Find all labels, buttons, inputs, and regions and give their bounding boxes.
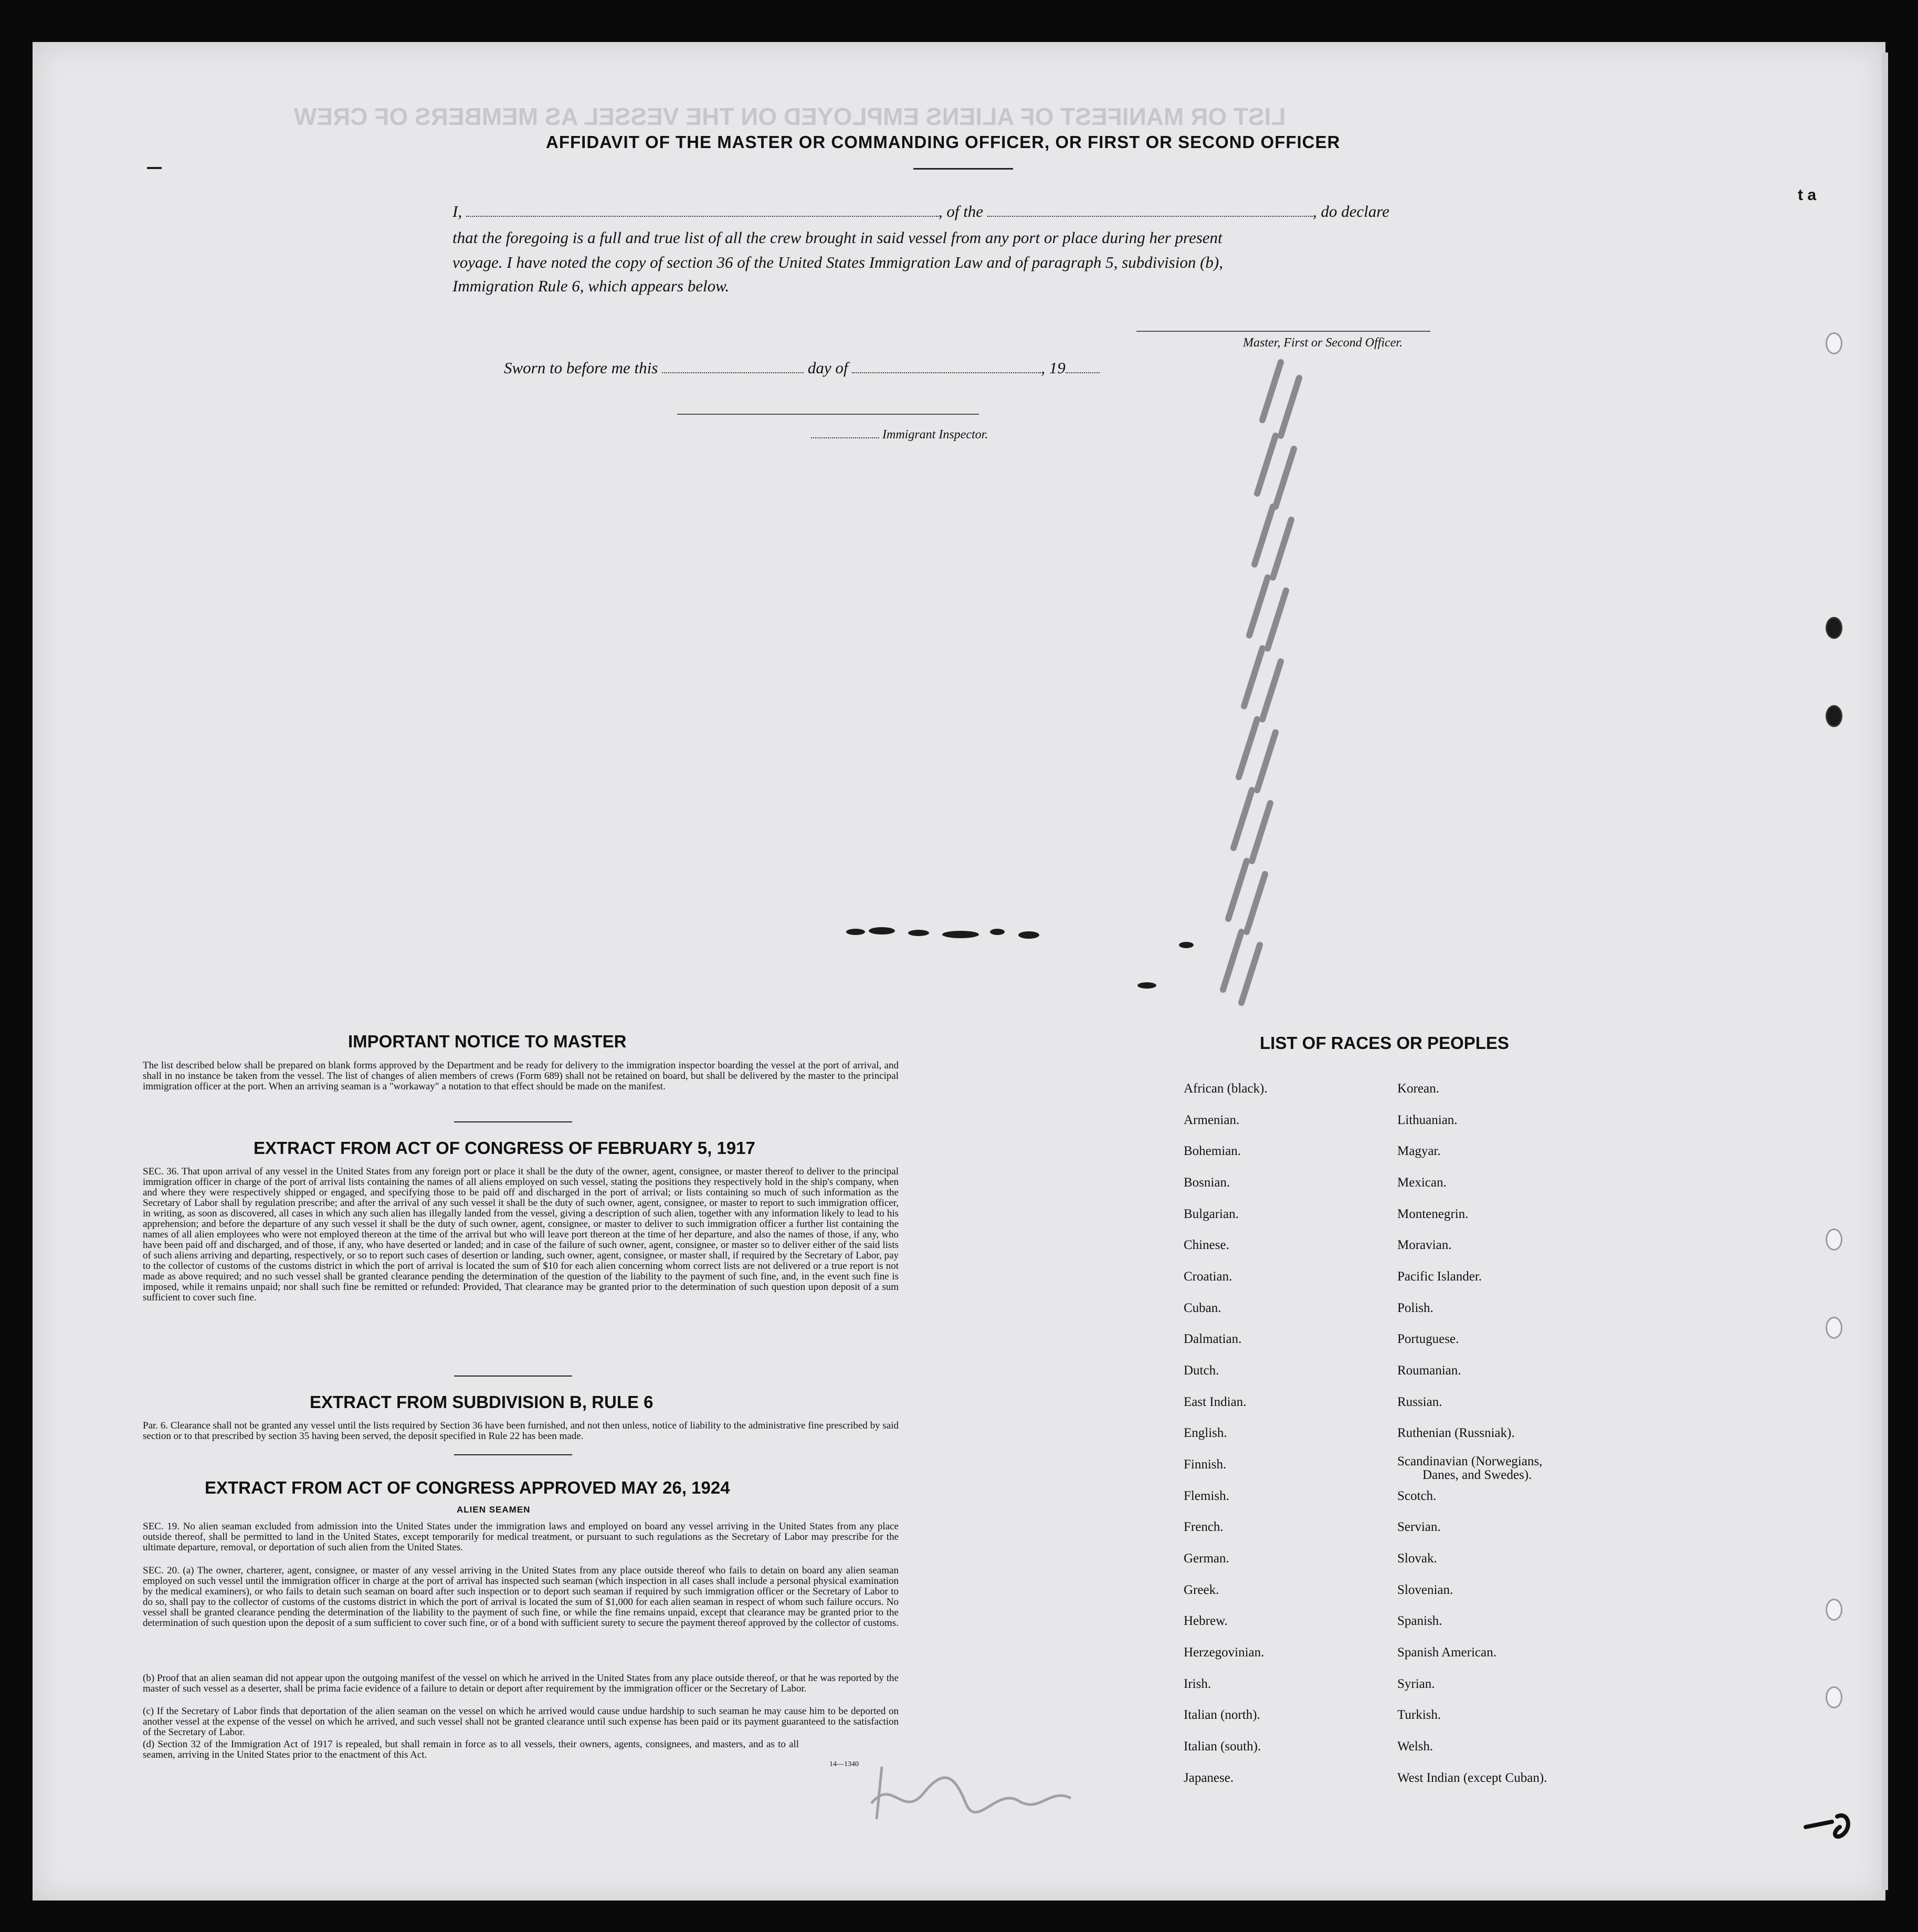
master-signature-line: [1136, 331, 1430, 332]
race-item: Polish.: [1397, 1301, 1434, 1315]
affidavit-i: I,: [452, 202, 462, 220]
race-item: Flemish.: [1184, 1489, 1229, 1503]
race-item: Magyar.: [1397, 1144, 1441, 1158]
punch-hole: [1826, 1317, 1842, 1339]
page-edge: [1882, 52, 1888, 1890]
race-item: Welsh.: [1397, 1739, 1434, 1754]
punch-hole: [1826, 1228, 1842, 1251]
punch-hole: [1826, 1686, 1842, 1708]
extract-rule6-title: EXTRACT FROM SUBDIVISION B, RULE 6: [310, 1392, 654, 1412]
race-item: Irish.: [1184, 1677, 1211, 1691]
race-item: Cuban.: [1184, 1301, 1221, 1315]
extract-1917-divider: [454, 1376, 572, 1377]
extract-1917-body: SEC. 36. That upon arrival of any vessel in the United States from any foreign port or place it shall be the duty of the owner, agent, consignee, or master thereof to deliver to the principal immigration officer in charge of the port of arrival lists containing the names of all aliens employed on such vessel, stating the positions they respectively hold in the ship's company, when and where they were respectively shipped or engaged, and specifying those to be paid off and discharged in the port of arrival; or lists containing so much of such information as the Secretary of Labor shall by regulation prescribe; and after the arrival of any such vessel it shall be the duty of such owner, agent, consignee, or master to report to such immigration officer, in writing, as soon as discovered, all cases in which any such alien has illegally landed from the vessel, giving a description of such alien, together with any information likely to lead to his apprehension; and before the departure of any such vessel it shall be the duty of such owner, agent, consignee, or master to deliver to such immigration officer a further list containing the names of all alien employees who were not employed thereon at the time of the arrival but who will leave port thereon at the time of her departure, and also the names of those, if any, who have been paid off and discharged, and of those, if any, who have deserted or landed; and in case of the failure of such owner, agent, consignee, or master so to deliver either of the said lists of such aliens arriving and departing, respectively, or so to report such cases of desertion or landing, such owner, agent, consignee, or master shall, if required by the Secretary of Labor, pay to the collector of customs of the customs district in which the port of arrival is located the sum of $10 for each alien concerning whom correct lists are not delivered or a true report is not made as above required; and no such vessel shall be granted clearance pending the determination of the question of the liability to the payment of such fine, and, in the event such fine is imposed, while it remains unpaid; nor shall such fine be remitted or refunded: Provided, That clearance may be granted prior to the determination of such question upon deposit of a sum sufficient to cover such fine.: [143, 1166, 899, 1303]
extract-1924-sec20a: SEC. 20. (a) The owner, charterer, agent, consignee, or master of any vessel arriving in the United States from any place outside thereof who fails to detain on board any alien seaman employed on such vessel until the immigration officer in charge at the port of arrival has inspected such seaman (which inspection in all cases shall include a personal physical examination by the medical examiners), or who fails to detain such seaman on board after such inspection or to deport such seaman if required by such immigration officer or the Secretary of Labor to do so, shall pay to the collector of customs of the customs district in which the port of arrival is located the sum of $1,000 for each alien seaman in respect of whom such failure occurs. No vessel shall be granted clearance pending the determination of the liability to the payment of such fine, or while the fine remains unpaid, except that clearance may be granted prior to the determination of such question upon the deposit of a sum sufficient to cover such fine, or of a bond with sufficient surety to secure the payment thereof approved by the collector of customs.: [143, 1565, 899, 1629]
extract-1924-sec19: SEC. 19. No alien seaman excluded from admission into the United States under the immigration laws and employed on board any vessel arriving in the United States from any place outside thereof, shall be permitted to land in the United States, except temporarily for medical treatment, or pursuant to such regulations as the Secretary of Labor may prescribe for the ultimate departure, removal, or deportation of such alien from the United States.: [143, 1521, 899, 1553]
race-item: Scotch.: [1397, 1489, 1437, 1503]
race-item: Armenian.: [1184, 1113, 1240, 1127]
form-number: 14—1340: [829, 1760, 859, 1768]
race-item: Mexican.: [1397, 1175, 1447, 1190]
race-item: Roumanian.: [1397, 1363, 1461, 1378]
sworn-line: [504, 359, 1100, 377]
race-item: Spanish.: [1397, 1614, 1442, 1628]
tally-marks: [1207, 357, 1344, 1034]
corner-mark: [1800, 1806, 1863, 1848]
affidavit-of-the: , of the: [938, 202, 984, 220]
extract-1924-sec20b: (b) Proof that an alien seaman did not appear upon the outgoing manifest of the vessel on which he arrived in the United States from any place outside thereof, or that he was reported by the master of such vessel as a deserter, shall be prima facie evidence of a failure to detain or deport after requirement by the immigration officer or the Secretary of Labor.: [143, 1673, 899, 1694]
extract-1924-subtitle: ALIEN SEAMEN: [457, 1505, 531, 1515]
race-item: Greek.: [1184, 1583, 1219, 1597]
race-item: Pacific Islander.: [1397, 1269, 1482, 1284]
race-item: Ruthenian (Russniak).: [1397, 1426, 1515, 1440]
inspector-signature-line: [677, 414, 979, 415]
race-item: German.: [1184, 1551, 1229, 1566]
race-item: English.: [1184, 1426, 1227, 1440]
race-item: Portuguese.: [1397, 1332, 1459, 1346]
master-signature-label: Master, First or Second Officer.: [1243, 336, 1403, 350]
notice-body: The list described below shall be prepared on blank forms approved by the Department and be ready for delivery to the immigration inspector boarding the vessel at the port of arrival, and shall in no instance be taken from the vessel. The list of changes of alien members of crews (Form 689) shall not be retained on board, but shall be delivered by the master to the principal immigration officer at the port. When an arriving seaman is a "workaway" a notation to that effect should be made on the manifest.: [143, 1060, 899, 1092]
race-item: Lithuanian.: [1397, 1113, 1458, 1127]
notice-divider: [454, 1121, 572, 1122]
race-item: Hebrew.: [1184, 1614, 1228, 1628]
sworn-date-blank: [662, 361, 804, 373]
race-item: Montenegrin.: [1397, 1207, 1469, 1221]
inspector-dots: [811, 430, 879, 438]
margin-mark-ta: t a: [1798, 186, 1817, 204]
sworn-year: , 19: [1041, 359, 1066, 377]
race-item: Bosnian.: [1184, 1175, 1230, 1190]
margin-dash: [147, 167, 162, 169]
race-item: Scandinavian (Norwegians,: [1397, 1454, 1543, 1468]
race-item: Japanese.: [1184, 1771, 1234, 1785]
race-item: Turkish.: [1397, 1708, 1441, 1722]
race-item: Bohemian.: [1184, 1144, 1241, 1158]
race-item: Slovenian.: [1397, 1583, 1453, 1597]
race-item: Chinese.: [1184, 1238, 1229, 1252]
extract-1924-title: EXTRACT FROM ACT OF CONGRESS APPROVED MAY 26, 1924: [205, 1478, 730, 1497]
race-item: Slovak.: [1397, 1551, 1437, 1566]
race-item: Korean.: [1397, 1082, 1439, 1096]
sworn-month-blank: [852, 361, 1041, 373]
affidavit-line-1: [452, 202, 1389, 221]
punch-hole: [1826, 332, 1842, 354]
sworn-prefix: Sworn to before me this: [504, 359, 658, 377]
race-item: Russian.: [1397, 1395, 1442, 1409]
extract-rule6-body: Par. 6. Clearance shall not be granted any vessel until the lists required by Section 36 have been furnished, and not then unless, notice of liability to the administrative fine prescribed by said section or to that prescribed by section 35 having been served, the deposit specified in Rule 22 has been made.: [143, 1420, 899, 1442]
race-item: Syrian.: [1397, 1677, 1435, 1691]
race-item: Italian (south).: [1184, 1739, 1261, 1754]
races-title: LIST OF RACES OR PEOPLES: [1260, 1033, 1509, 1053]
extract-1924-sec20c: (c) If the Secretary of Labor finds that deportation of the alien seaman on the vessel on which he arrived would cause undue hardship to such seaman he may cause him to be deported on another vessel at the expense of the vessel on which he arrived, and such vessel shall not be granted clearance until such expense has been paid or its payment guaranteed to the satisfaction of the Secretary of Labor.: [143, 1706, 899, 1738]
race-item: Moravian.: [1397, 1238, 1452, 1252]
title-divider: [913, 168, 1013, 170]
race-item-continued: Danes, and Swedes).: [1422, 1468, 1532, 1482]
race-item: West Indian (except Cuban).: [1397, 1771, 1547, 1785]
sworn-year-blank: [1066, 361, 1100, 373]
affidavit-title: AFFIDAVIT OF THE MASTER OR COMMANDING OFFICER, OR FIRST OR SECOND OFFICER: [546, 132, 1341, 152]
vessel-blank: [987, 204, 1313, 217]
sworn-day: day of: [807, 359, 848, 377]
race-item: Dalmatian.: [1184, 1332, 1242, 1346]
notice-title: IMPORTANT NOTICE TO MASTER: [348, 1032, 627, 1051]
punch-hole: [1826, 705, 1842, 727]
race-item: Finnish.: [1184, 1457, 1227, 1472]
punch-hole: [1826, 1599, 1842, 1621]
affidavit-line-2: that the foregoing is a full and true list of all the crew brought in said vessel from any port or place during her present: [452, 228, 1223, 247]
affidavit-line-3: voyage. I have noted the copy of section 36 of the United States Immigration Law and of paragraph 5, subdivision (b),: [452, 253, 1223, 271]
extract-1924-sec20d: (d) Section 32 of the Immigration Act of 1917 is repealed, but shall remain in force as to all vessels, their owners, agents, consignees, and masters, and as to all seamen, arriving in the United States prior to the enactment of this Act.: [143, 1739, 799, 1760]
ink-smudge: [840, 916, 1207, 995]
race-item: Servian.: [1397, 1520, 1441, 1534]
race-item: East Indian.: [1184, 1395, 1247, 1409]
race-item: French.: [1184, 1520, 1224, 1534]
race-item: Italian (north).: [1184, 1708, 1260, 1722]
inspector-label-text: Immigrant Inspector.: [882, 428, 988, 442]
race-item: Spanish American.: [1397, 1645, 1497, 1660]
race-item: Croatian.: [1184, 1269, 1232, 1284]
inspector-label: [811, 428, 988, 442]
bleed-through-text: LIST OR MANIFEST OF ALIENS EMPLOYED ON THE VESSEL AS MEMBERS OF CREW: [294, 103, 1286, 130]
extract-rule6-divider: [454, 1454, 572, 1455]
race-item: Herzegovinian.: [1184, 1645, 1264, 1660]
race-item: Dutch.: [1184, 1363, 1219, 1378]
race-item: Bulgarian.: [1184, 1207, 1239, 1221]
affidavit-declare: , do declare: [1312, 202, 1389, 220]
name-blank: [466, 204, 939, 217]
affidavit-line-4: Immigration Rule 6, which appears below.: [452, 277, 730, 295]
race-item: African (black).: [1184, 1082, 1268, 1096]
punch-hole: [1826, 617, 1842, 639]
extract-1917-title: EXTRACT FROM ACT OF CONGRESS OF FEBRUARY 5, 1917: [254, 1138, 755, 1158]
faint-signature: [861, 1756, 1081, 1824]
